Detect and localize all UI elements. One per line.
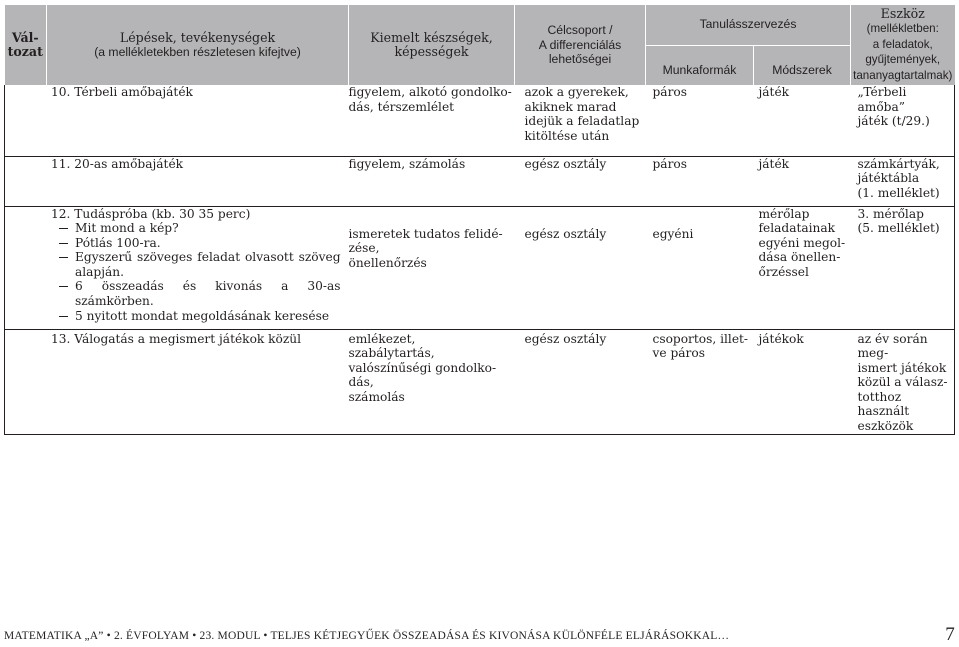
header-tools-title: Eszköz	[880, 5, 925, 21]
list-item: 6 összeadás és kivonás a 30-as számkörben.	[51, 279, 341, 308]
step-title: 13. Válogatás a megismert játékok közül	[51, 331, 302, 346]
method-line: őrzéssel	[758, 264, 809, 279]
table-row	[5, 206, 955, 329]
tools-line: játéktábla	[857, 171, 920, 186]
skills-line: önellenőrzés	[348, 255, 427, 270]
step-cell	[5, 329, 349, 434]
tools-line: totthoz használt	[857, 389, 910, 419]
header-target	[515, 5, 646, 85]
skills-line: szabálytartás,	[348, 346, 435, 361]
header-steps-title: Lépések, tevékenységek	[119, 29, 276, 45]
work-form-line: ve páros	[652, 346, 705, 361]
header-variant-line2: tozat	[7, 44, 43, 59]
header-skills	[349, 5, 515, 85]
target-cell	[515, 156, 646, 206]
list-item: Egyszerű szöveges feladat olvasott szöveg alapján.	[51, 250, 341, 279]
header-tools	[851, 5, 955, 85]
tools-line: játék (t/29.)	[857, 114, 930, 129]
header-target-line1: Célcsoport /	[547, 23, 613, 38]
tools-line: (5. melléklet)	[857, 221, 940, 236]
tools-line: eszközök	[857, 419, 914, 434]
step-cell	[5, 85, 349, 156]
list-item: Pótlás 100-ra.	[51, 236, 341, 251]
header-skills-line1: Kiemelt készségek,	[370, 29, 493, 45]
method-cell	[753, 156, 851, 206]
list-item: Mit mond a kép?	[51, 221, 341, 236]
list-item: 5 nyitott mondat megoldásának keresése	[51, 309, 341, 324]
target-line: akiknek marad	[524, 99, 617, 114]
target-line: egész osztály	[524, 331, 607, 346]
header-organization	[646, 5, 851, 85]
tools-cell	[851, 156, 955, 206]
tools-cell	[851, 206, 955, 329]
skills-cell	[349, 85, 515, 156]
tools-line: az év során meg-	[857, 331, 928, 361]
method-line: egyéni megol-	[758, 235, 846, 250]
header-steps-subtitle: (a mellékletekben részletesen kifejtve)	[94, 45, 301, 59]
step-cell	[5, 156, 349, 206]
work-form-cell	[646, 206, 753, 329]
page-number: 7	[945, 624, 955, 645]
header-tools-sub2: a feladatok,	[872, 37, 933, 51]
method-line: játék	[758, 85, 790, 99]
target-line: azok a gyerekek,	[524, 85, 629, 99]
header-target-line2: A differenciálás	[538, 37, 622, 52]
target-line: egész osztály	[524, 156, 607, 171]
target-line: idejük a feladatlap	[524, 114, 640, 129]
header-variant-line1: Vál-	[11, 29, 39, 45]
target-cell	[515, 206, 646, 329]
work-form-cell	[646, 329, 753, 434]
header-methods: Módszerek	[772, 63, 832, 77]
target-cell	[515, 329, 646, 434]
skills-line: emlékezet,	[348, 331, 416, 346]
tools-line: számkártyák,	[857, 156, 940, 171]
header-work-forms: Munkaformák	[662, 63, 737, 77]
tools-line: ismert játékok	[857, 360, 947, 375]
skills-line: számolás	[348, 389, 405, 404]
skills-line: figyelem, alkotó gondolko-	[348, 85, 512, 99]
work-form-line: páros	[652, 85, 687, 99]
skills-cell	[349, 329, 515, 434]
step-cell	[5, 206, 349, 329]
header-steps	[47, 5, 349, 85]
lesson-plan-table	[4, 5, 955, 435]
method-cell	[753, 329, 851, 434]
step-title: 10. Térbeli amőbajáték	[51, 85, 193, 99]
tools-line: közül a válasz-	[857, 375, 948, 390]
header-skills-line2: képességek	[394, 44, 469, 59]
method-line: játékok	[758, 331, 804, 346]
target-line: egész osztály	[524, 226, 607, 241]
work-form-cell	[646, 156, 753, 206]
method-line: játék	[758, 156, 790, 171]
table-row	[5, 329, 955, 434]
header-variant	[5, 5, 47, 85]
skills-line: ismeretek tudatos felidé-	[348, 226, 503, 241]
work-form-line: egyéni	[652, 226, 694, 241]
work-form-line: páros	[652, 156, 687, 171]
method-cell	[753, 85, 851, 156]
header-tools-sub4: tananyagtartalmak)	[853, 68, 953, 82]
header-tools-sub3: gyűjtemények,	[865, 53, 941, 67]
skills-cell	[349, 156, 515, 206]
method-line: feladatainak	[758, 221, 836, 236]
step-title: 12. Tudáspróba (kb. 30 35 perc)	[51, 206, 251, 221]
skills-line: valószínűségi gondolko-	[348, 360, 497, 375]
target-line: kitöltése után	[524, 128, 610, 143]
tools-line: „Térbeli amőba”	[857, 85, 907, 114]
skills-line: figyelem, számolás	[348, 156, 466, 171]
skills-cell	[349, 206, 515, 329]
header-organization-title: Tanulásszervezés	[699, 17, 797, 31]
skills-line: dás,	[348, 375, 374, 390]
table-row	[5, 85, 955, 156]
work-form-cell	[646, 85, 753, 156]
tools-cell	[851, 85, 955, 156]
tools-line: (1. melléklet)	[857, 185, 940, 200]
footer-running-title: MATEMATIKA „A” • 2. ÉVFOLYAM • 23. MODUL • TELJES KÉTJEGYŰEK ÖSSZEADÁSA ÉS KIVONÁSA KÜLÖNFÉLE ELJÁRÁSOKKAL…	[4, 630, 730, 642]
skills-line: dás, térszemlélet	[348, 99, 455, 114]
header-target-line3: lehetőségei	[548, 52, 612, 67]
tools-line: 3. mérőlap	[857, 206, 924, 221]
step-title: 11. 20-as amőbajáték	[51, 156, 184, 171]
method-line: mérőlap	[758, 206, 810, 221]
skills-line: zése,	[348, 241, 380, 256]
table-header-row	[5, 5, 955, 85]
work-form-line: csoportos, illet-	[652, 331, 749, 346]
target-cell	[515, 85, 646, 156]
header-tools-sub1: (mellékletben:	[866, 22, 939, 36]
tools-cell	[851, 329, 955, 434]
step-bullet-list	[51, 221, 341, 323]
table-row	[5, 156, 955, 206]
method-line: dása önellen-	[758, 250, 841, 265]
method-cell	[753, 206, 851, 329]
